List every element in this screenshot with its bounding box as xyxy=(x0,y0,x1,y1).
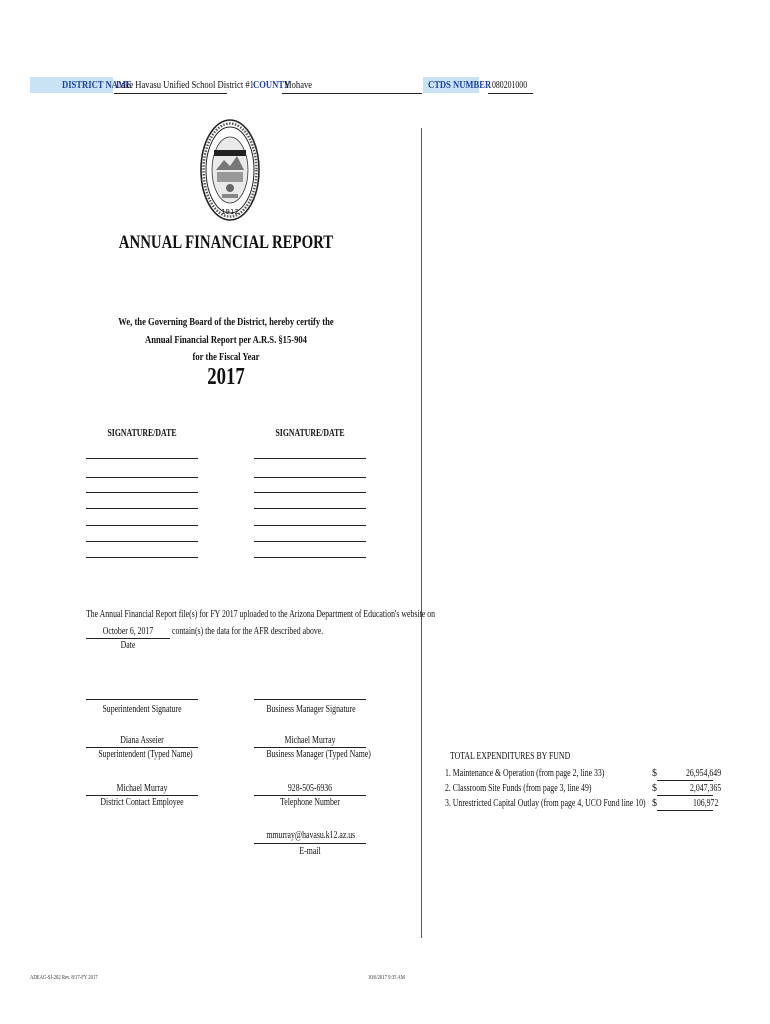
contact-employee-name[interactable]: Michael Murray xyxy=(116,783,168,794)
business-manager-name[interactable]: Michael Murray xyxy=(284,735,336,746)
signature-line[interactable] xyxy=(86,477,198,478)
svg-text:1912: 1912 xyxy=(221,208,239,216)
ctds-value[interactable]: 080201000 xyxy=(492,80,528,91)
telephone-underline xyxy=(254,795,366,796)
contact-employee-label: District Contact Employee xyxy=(100,797,184,808)
signature-line[interactable] xyxy=(254,525,366,526)
email-label: E-mail xyxy=(299,846,321,857)
signature-line[interactable] xyxy=(254,477,366,478)
upload-date-label: Date xyxy=(120,640,136,651)
expenditure-currency: $ xyxy=(652,783,657,794)
district-name-underline xyxy=(114,93,227,94)
county-label: COUNTY xyxy=(253,79,291,91)
expenditure-amount[interactable]: 26,954,649 xyxy=(686,768,722,779)
signature-line[interactable] xyxy=(86,508,198,509)
certify-line-2: Annual Financial Report per A.R.S. §15-904 xyxy=(145,334,307,346)
business-manager-name-underline xyxy=(254,747,366,748)
signature-line[interactable] xyxy=(86,525,198,526)
seal-icon xyxy=(200,118,260,222)
contact-employee-underline xyxy=(86,795,198,796)
expenditure-underline xyxy=(657,780,713,781)
business-manager-typed-label: Business Manager (Typed Name) xyxy=(266,749,371,760)
upload-statement-end: contain(s) the data for the AFR described above. xyxy=(172,626,324,637)
signature-line[interactable] xyxy=(254,557,366,558)
certify-line-1: We, the Governing Board of the District, hereby certify the xyxy=(118,316,334,328)
signature-line[interactable] xyxy=(254,458,366,459)
signature-header-right: SIGNATURE/DATE xyxy=(275,428,345,439)
expenditure-underline xyxy=(657,810,713,811)
upload-statement: The Annual Financial Report file(s) for FY 2017 uploaded to the Arizona Department of Education's website on xyxy=(86,609,436,620)
state-seal xyxy=(200,118,260,222)
business-manager-signature-label: Business Manager Signature xyxy=(266,704,356,715)
telephone-number[interactable]: 928-505-6936 xyxy=(287,783,333,794)
signature-line[interactable] xyxy=(254,541,366,542)
footer-timestamp: 10/6/2017 9:35 AM xyxy=(368,975,405,981)
signature-line[interactable] xyxy=(254,508,366,509)
signature-line[interactable] xyxy=(86,458,198,459)
county-underline xyxy=(282,93,422,94)
signature-line[interactable] xyxy=(86,557,198,558)
expenditure-label: 1. Maintenance & Operation (from page 2, line 33) xyxy=(445,768,605,779)
email-value[interactable]: mmurray@havasu.k12.az.us xyxy=(266,830,356,841)
district-name-value[interactable]: Lake Havasu Unified School District #1 xyxy=(116,79,254,91)
email-underline xyxy=(254,843,366,844)
telephone-label: Telephone Number xyxy=(280,797,340,808)
expenditure-amount[interactable]: 106,972 xyxy=(693,798,719,809)
ctds-underline xyxy=(488,93,533,94)
expenditure-amount[interactable]: 2,047,365 xyxy=(690,783,722,794)
ctds-label: CTDS NUMBER xyxy=(428,79,492,91)
page-divider xyxy=(421,128,422,938)
page-title: ANNUAL FINANCIAL REPORT xyxy=(118,232,334,253)
superintendent-signature-label: Superintendent Signature xyxy=(102,704,182,715)
county-value[interactable]: Mohave xyxy=(284,79,313,91)
superintendent-name[interactable]: Diana Asseier xyxy=(120,735,164,746)
superintendent-signature-line[interactable] xyxy=(86,699,198,700)
upload-date-value[interactable]: October 6, 2017 xyxy=(102,626,154,637)
district-name-label: DISTRICT NAME xyxy=(62,79,132,91)
certify-line-3: for the Fiscal Year xyxy=(192,351,260,363)
expenditure-currency: $ xyxy=(652,798,657,809)
expenditure-label: 2. Classroom Site Funds (from page 3, line 49) xyxy=(445,783,592,794)
form-id: ADEAG-SI-202 Rev. 8/17-FY 2017 xyxy=(30,975,98,981)
expenditures-title: TOTAL EXPENDITURES BY FUND xyxy=(450,751,571,762)
fiscal-year: 2017 xyxy=(207,364,245,390)
expenditure-currency: $ xyxy=(652,768,657,779)
business-manager-signature-line[interactable] xyxy=(254,699,366,700)
expenditure-label: 3. Unrestricted Capital Outlay (from page 4, UCO Fund line 10) xyxy=(445,798,646,809)
superintendent-name-underline xyxy=(86,747,198,748)
signature-line[interactable] xyxy=(86,541,198,542)
signature-line[interactable] xyxy=(86,492,198,493)
expenditure-underline xyxy=(657,795,713,796)
upload-date-underline xyxy=(86,638,170,639)
superintendent-typed-label: Superintendent (Typed Name) xyxy=(98,749,193,760)
signature-header-left: SIGNATURE/DATE xyxy=(107,428,177,439)
signature-line[interactable] xyxy=(254,492,366,493)
